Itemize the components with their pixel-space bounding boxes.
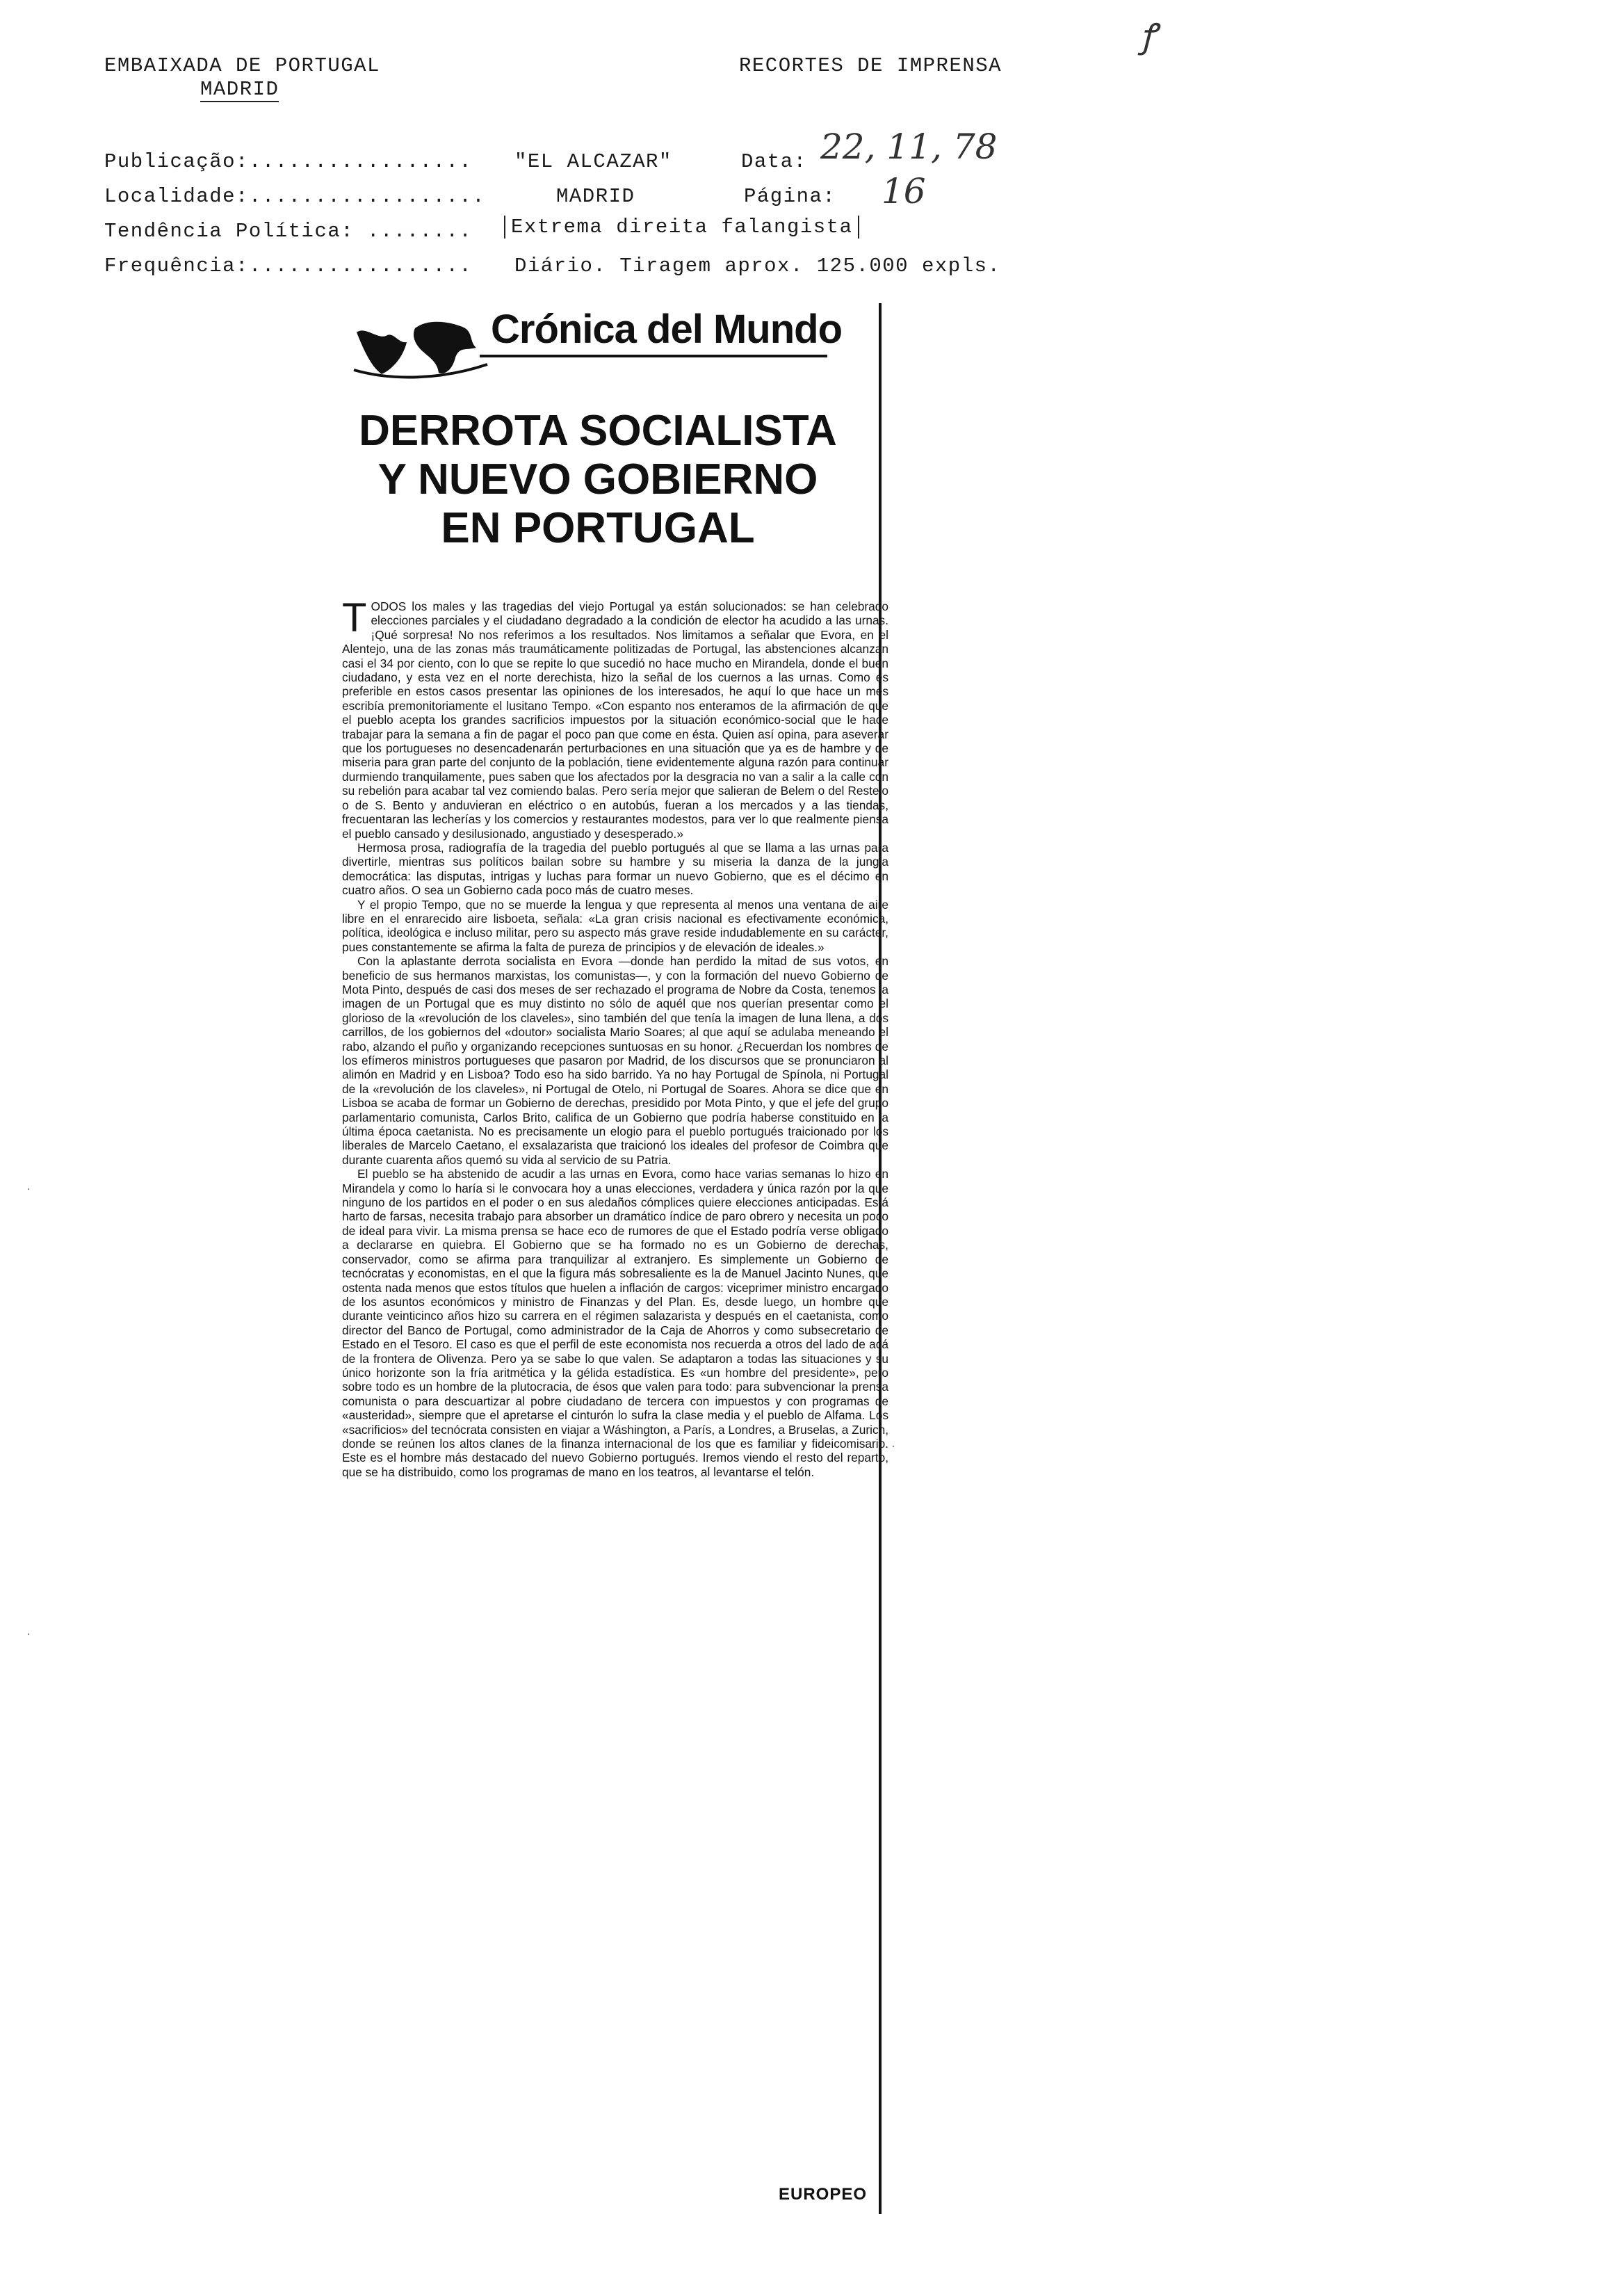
section-title: Crónica del Mundo: [491, 307, 842, 352]
tendencia-box: [504, 216, 859, 239]
publicacao-label: Publicação:.................: [104, 150, 473, 173]
embassy-city: [200, 78, 279, 101]
globe-emblem-icon: [351, 312, 490, 381]
headline-line-2: Y NUEVO GOBIERNO: [377, 455, 818, 503]
drop-cap: T: [342, 595, 367, 640]
margin-mark: ꝭ: [1140, 17, 1156, 56]
data-label: Data:: [741, 150, 807, 173]
headline-line-1: DERROTA SOCIALISTA: [359, 407, 837, 455]
embassy-city-text: MADRID: [200, 78, 279, 101]
publicacao-value: "EL ALCAZAR": [514, 150, 672, 173]
section-label: RECORTES DE IMPRENSA: [739, 54, 1002, 77]
localidade-label: Localidade:..................: [104, 185, 486, 208]
localidade-value: MADRID: [556, 185, 635, 208]
article-body: [342, 595, 888, 1479]
tendencia-value: Extrema direita falangista: [504, 216, 859, 239]
frequencia-value: Diário. Tiragem aprox. 125.000 expls.: [514, 255, 1001, 277]
paragraph-1-text: ODOS los males y las tragedias del viejo Portugal ya están solucionados: se han celebrado elecciones parciales y el ciudadano degradado a la condición de elector ha acudido a las urnas. ¡Qué sorpresa! No nos referimos a los resultados. Nos limitamos a señalar que Evora, en el Alentejo, una de las zonas más traumáticamente politizadas de Portugal, las abstenciones alcanzan casi el 34 por ciento, con lo que se repite lo que sucedió no hace mucho en Mirandela, donde el buen ciudadano, y esta vez en el norte derechista, hizo la señal de los cuernos a las urnas. Como es preferible en estos casos presentar las opiniones de los interesados, he aquí lo que hace un mes escribía premonitoriamente el lusitano Tempo. «Con espanto nos enteramos de la afirmación de que el pueblo acepta los grandes sacrificios impuestos por la situación económico-social que le hace trabajar para la semana a fin de pagar el poco pan que come en ésta. Quien así opina, para aseverar que los portugueses no desencadenarán perturbaciones en una situación que ya es de hambre y de miseria para gran parte del conjunto de la población, tiene evidentemente alguna razón para continuar durmiendo tranquilamente, pues saben que los afectados por la desgracia no van a salir a la calle con su rebelión para acabar tal vez comiendo balas. Pero sería mejor que salieran de Belem o del Restelo o de S. Bento y anduvieran en eléctrico o en autobús, fueran a los mercados y a las tiendas, frecuentaran las lecherías y los comercios y restaurantes modestos, para ver lo que realmente piensa el pueblo cansado y desilusionado, angustiado y desesperado.»: [342, 599, 888, 841]
scan-speck: ·: [26, 1627, 31, 1641]
scan-speck: ·: [26, 1182, 31, 1196]
article-paragraph: Con la aplastante derrota socialista en Evora —donde han perdido la mitad de sus votos, en beneficio de sus hermanos marxistas, los comunistas—, y con la formación del nuevo Gobierno de Mota Pinto, después de casi dos meses de ser rechazado el programa de Nobre da Costa, tenemos la imagen de un Portugal que es muy distinto no sólo de aquél que nos querían presentar como el glorioso de la «revolución de los claveles», sino también del que tenía la imagen de luna llena, a dos carrillos, de los gobiernos del «doutor» socialista Mario Soares; al que aquí se adulaba meneando el rabo, alzando el puño y organizando recepciones suntuosas en su honor. ¿Recuerdan los nombres de los efímeros ministros portugueses que pasaron por Madrid, de los discursos que se pronunciaron al alimón en Madrid y en Lisboa? Todo eso ha sido barrido. Ya no hay Portugal de Spínola, ni Portugal de la «revolución de los claveles», ni Portugal de Otelo, ni Portugal de Soares. Ahora se dice que en Lisboa se acaba de formar un Gobierno de derechas, presidido por Mota Pinto, y que el jefe del grupo parlamentario comunista, Carlos Brito, califica de un Gobierno que podría haberse constituido en la última época caetanista. No es precisamente un elogio para el pueblo portugués traicionado por los liberales de Marcelo Caetano, el exsalazarista que traicionó los ideales del profesor de Coimbra que durante cuarenta años quemó su vida al servicio de su Patria.: [342, 954, 888, 1167]
article-paragraph: [342, 595, 888, 841]
embassy-name: EMBAIXADA DE PORTUGAL: [104, 54, 380, 77]
tendencia-label: Tendência Política: ........: [104, 220, 473, 243]
scan-speck: ·: [891, 1439, 895, 1453]
article-signature: EUROPEO: [779, 2185, 868, 2204]
data-value: 22, 11, 78: [820, 127, 998, 167]
pagina-value: 16: [882, 171, 926, 211]
pagina-label: Página:: [744, 185, 836, 208]
frequencia-label: Frequência:.................: [104, 255, 473, 277]
article-paragraph: Hermosa prosa, radiografía de la tragedia del pueblo portugués al que se llama a las urnas para divertirle, mientras sus políticos bailan sobre su hambre y su miseria la danza de la jungla democrática: las disputas, intrigas y luchas para formar un nuevo Gobierno, que es el décimo en cuatro años. O sea un Gobierno cada poco más de cuatro meses.: [342, 840, 888, 898]
section-underline: [480, 355, 827, 357]
headline-line-3: EN PORTUGAL: [441, 504, 755, 552]
article-paragraph: El pueblo se ha abstenido de acudir a las urnas en Evora, como hace varias semanas lo hizo en Mirandela y como lo haría si le convocara hoy a unas elecciones, verdadera y única razón por la que ninguno de los partidos en el poder o en sus aledaños cómplices quiere elecciones anticipadas. Está harto de farsas, necesita trabajo para absorber un dramático índice de paro obrero y necesita un poco de ideal para vivir. La misma prensa se hace eco de rumores de que el Estado podría verse obligado a declararse en quiebra. El Gobierno que se ha formado no es un Gobierno de derechas, conservador, como se afirma para tranquilizar al extranjero. Es simplemente un Gobierno de tecnócratas y economistas, en el que la figura más sobresaliente es la de Manuel Jacinto Nunes, que ostenta nada menos que estos títulos que huelen a inflación de cargos: viceprimer ministro encargado de los asuntos económicos y ministro de Finanzas y del Plan. Es, desde luego, un hombre que durante veinticinco años hizo su carrera en el régimen salazarista y después en el caetanista, como director del Banco de Portugal, como administrador de la Caja de Ahorros y como subsecretario de Estado en el Tesoro. El caso es que el perfil de este economista nos recuerda a otros del lado de acá de la frontera de Olivenza. Pero ya se sabe lo que valen. Se adaptaron a todas las situaciones y su único horizonte son la fría aritmética y la gélida estadística. Es «un hombre del presidente», pero sobre todo es un hombre de la plutocracia, de ésos que valen para todo: para subvencionar la prensa comunista o para descuartizar al pobre ciudadano de tercera con impuestos y con programas de «austeridad», siempre que el apretarse el cinturón lo sufra la clase media y el pueblo de Alfama. Los «sacrificios» del tecnócrata consisten en viajar a Wáshington, a París, a Londres, a Bruselas, a Zurich, donde se reúnen los altos clanes de la finanza internacional de los que es familiar y fideicomisario. Este es el hombre más destacado del nuevo Gobierno portugués. Iremos viendo el resto del reparto, que se ha distribuido, como los programas de mano en los teatros, al levantarse el telón.: [342, 1167, 888, 1479]
article-paragraph: Y el propio Tempo, que no se muerde la lengua y que representa al menos una ventana de aire libre en el enrarecido aire lisboeta, señala: «La gran crisis nacional es efectivamente económica, política, ideológica e incluso militar, pero su aspecto más grave reside indudablemente en su carácter, pues constantemente se afirma la falta de pureza de principios y de elevación de ideales.»: [342, 897, 888, 954]
